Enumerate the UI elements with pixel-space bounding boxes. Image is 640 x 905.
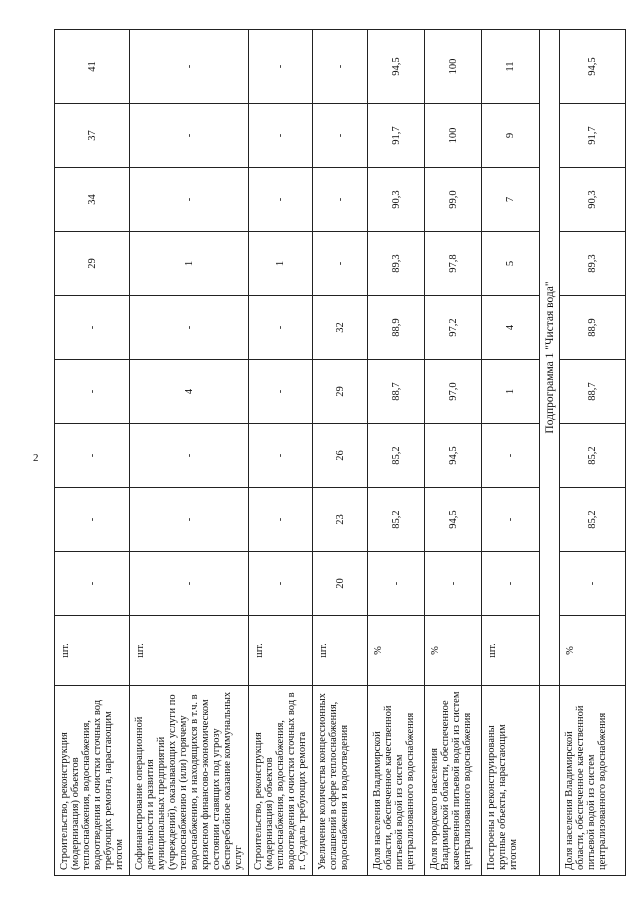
indicator-description: Строительство, реконструкция (модернизация) объектов теплоснабжения, водоснабжения, водоотведения и очистки сточных вод в г. Суздаль требующих ремонта [249, 686, 313, 876]
value-cell: 85,2 [560, 424, 626, 488]
table-row [560, 30, 626, 876]
value-cell: 88,7 [368, 360, 425, 424]
rotated-table-wrapper [54, 30, 614, 876]
value-cell: 100 [425, 30, 482, 104]
value-cell: - [425, 552, 482, 616]
value-cell: 90,3 [368, 168, 425, 232]
value-cell: - [482, 488, 540, 552]
indicator-description: Доля городского населения Владимирской области, обеспеченное качественной питьевой водой из систем централизованного водоснабжения [425, 686, 482, 876]
indicator-description: Доля населения Владимирской области, обеспеченное качественной питьевой водой из систем централизованного водоснабжения [560, 686, 626, 876]
value-cell: 1 [130, 232, 249, 296]
value-cell: 5 [482, 232, 540, 296]
unit-cell: шт. [313, 616, 368, 686]
value-cell: 23 [313, 488, 368, 552]
indicator-description: Построены и реконструированы крупные объекты, нарастающим итогом [482, 686, 540, 876]
table-row [482, 30, 540, 876]
value-cell: 7 [482, 168, 540, 232]
table-body [55, 30, 626, 876]
value-cell: - [249, 168, 313, 232]
value-cell: 4 [130, 360, 249, 424]
value-cell: 1 [482, 360, 540, 424]
unit-cell: % [425, 616, 482, 686]
value-cell: 94,5 [425, 488, 482, 552]
unit-cell: % [560, 616, 626, 686]
value-cell: - [313, 30, 368, 104]
unit-cell: % [368, 616, 425, 686]
value-cell: - [130, 424, 249, 488]
value-cell: - [55, 552, 130, 616]
indicator-description: Доля населения Владимирской области, обеспеченное качественной питьевой водой из систем централизованного водоснабжения [368, 686, 425, 876]
value-cell: 89,3 [560, 232, 626, 296]
value-cell: 29 [313, 360, 368, 424]
value-cell: 32 [313, 296, 368, 360]
value-cell: 89,3 [368, 232, 425, 296]
value-cell: 41 [55, 30, 130, 104]
value-cell: - [313, 232, 368, 296]
value-cell: 88,7 [560, 360, 626, 424]
value-cell: - [130, 30, 249, 104]
value-cell: - [55, 424, 130, 488]
value-cell: - [130, 296, 249, 360]
value-cell: 94,5 [425, 424, 482, 488]
value-cell: - [313, 168, 368, 232]
value-cell: - [249, 488, 313, 552]
value-cell: - [560, 552, 626, 616]
value-cell: - [249, 552, 313, 616]
table-row [55, 30, 130, 876]
value-cell: 9 [482, 104, 540, 168]
table-row [249, 30, 313, 876]
table-row [313, 30, 368, 876]
value-cell: - [130, 552, 249, 616]
value-cell: 85,2 [560, 488, 626, 552]
value-cell: - [130, 488, 249, 552]
value-cell: 29 [55, 232, 130, 296]
value-cell: 88,9 [368, 296, 425, 360]
value-cell: 94,5 [560, 30, 626, 104]
value-cell: - [368, 552, 425, 616]
value-cell: 97,0 [425, 360, 482, 424]
section-title: Подпрограмма 1 "Чистая вода" [540, 30, 560, 686]
unit-cell: шт. [249, 616, 313, 686]
indicators-table [54, 29, 626, 876]
indicator-description: Увеличение количества концессионных соглашений в сфере теплоснабжения, водоснабжения и водоотведения [313, 686, 368, 876]
value-cell: 88,9 [560, 296, 626, 360]
table-row [130, 30, 249, 876]
value-cell: 37 [55, 104, 130, 168]
table-row [368, 30, 425, 876]
unit-cell: шт. [55, 616, 130, 686]
value-cell: 11 [482, 30, 540, 104]
value-cell: 100 [425, 104, 482, 168]
value-cell: - [55, 488, 130, 552]
section-spacer-cell [540, 686, 560, 876]
value-cell: - [130, 104, 249, 168]
value-cell: 97,8 [425, 232, 482, 296]
value-cell: 94,5 [368, 30, 425, 104]
value-cell: - [249, 360, 313, 424]
value-cell: - [482, 552, 540, 616]
unit-cell: шт. [482, 616, 540, 686]
value-cell: - [55, 360, 130, 424]
value-cell: 90,3 [560, 168, 626, 232]
value-cell: - [130, 168, 249, 232]
value-cell: - [249, 424, 313, 488]
value-cell: 20 [313, 552, 368, 616]
value-cell: 85,2 [368, 488, 425, 552]
value-cell: - [249, 296, 313, 360]
value-cell: - [55, 296, 130, 360]
page-number: 2 [33, 452, 39, 464]
value-cell: 34 [55, 168, 130, 232]
section-row [540, 30, 560, 876]
value-cell: 26 [313, 424, 368, 488]
value-cell: 91,7 [368, 104, 425, 168]
indicator-description: Строительство, реконструкция (модернизация) объектов теплоснабжения, водоснабжения, водоотведения и очистки сточных вод требующих ремонта, нарастающим итогом [55, 686, 130, 876]
value-cell: - [313, 104, 368, 168]
unit-cell: шт. [130, 616, 249, 686]
value-cell: 85,2 [368, 424, 425, 488]
value-cell: - [249, 30, 313, 104]
value-cell: 1 [249, 232, 313, 296]
value-cell: 4 [482, 296, 540, 360]
value-cell: 97,2 [425, 296, 482, 360]
table-row [425, 30, 482, 876]
value-cell: - [249, 104, 313, 168]
value-cell: 99,0 [425, 168, 482, 232]
value-cell: 91,7 [560, 104, 626, 168]
indicator-description: Софинансирование операционной деятельности и развития муниципальных предприятий (учреждений), оказывающих услуги по теплоснабжению и (или) горячему водоснабжению, и находящихся в т.ч. в кризисном финансово-экономическом состоянии ставящих под угрозу бесперебойное оказание коммунальных услуг [130, 686, 249, 876]
value-cell: - [482, 424, 540, 488]
